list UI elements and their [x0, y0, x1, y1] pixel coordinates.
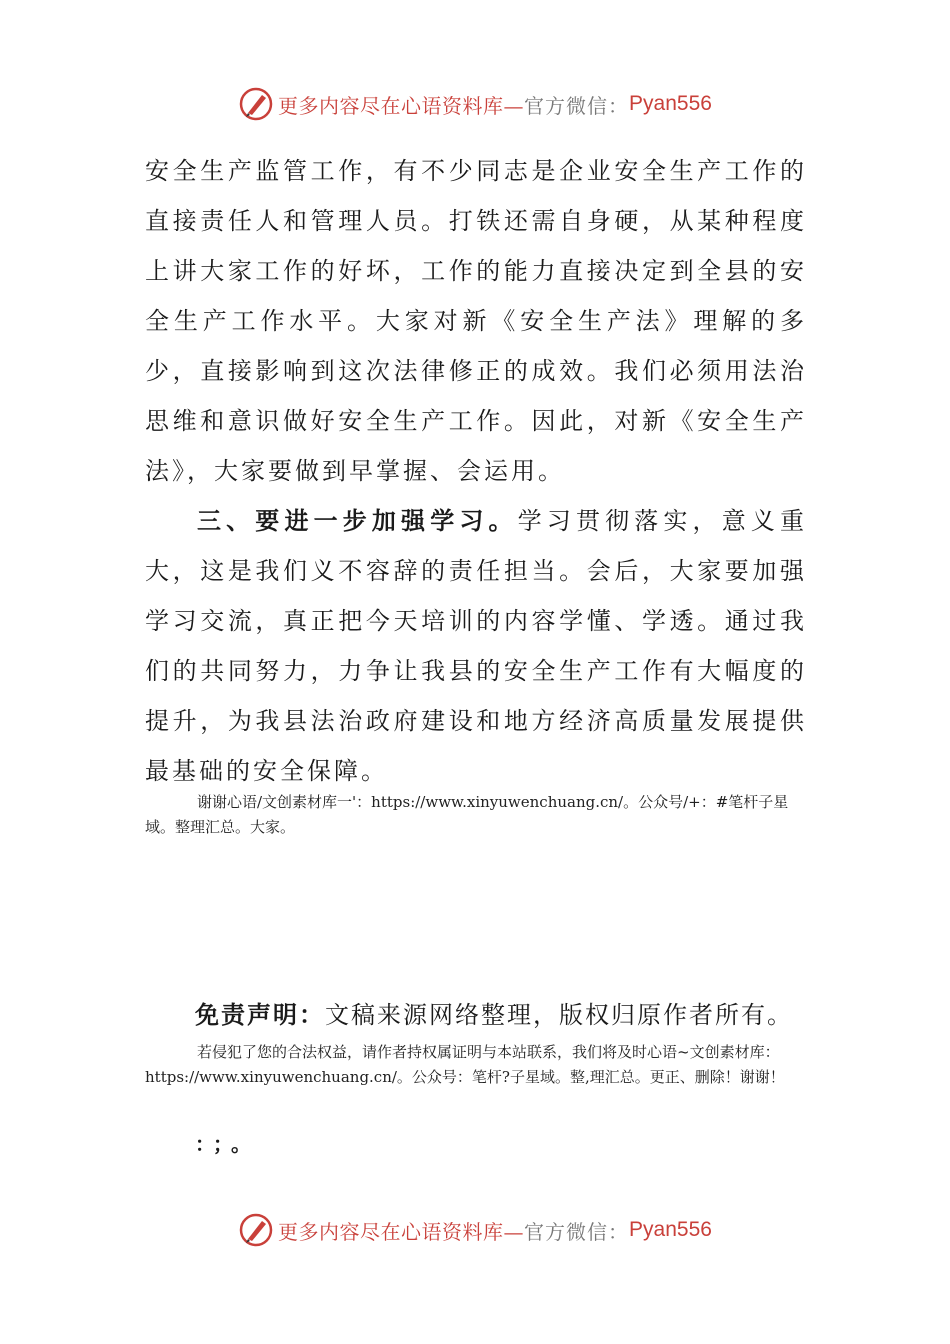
pen-logo-icon	[238, 1212, 274, 1248]
pen-logo-icon	[238, 86, 274, 122]
banner-wechat-id: Pyan556	[629, 92, 712, 115]
disclaimer-label: 免责声明：	[195, 1001, 325, 1029]
banner-text: 更多内容尽在心语资料库—	[278, 93, 525, 118]
banner-wechat-id: Pyan556	[629, 1218, 712, 1241]
banner-wechat-label: 官方微信：	[524, 1219, 630, 1244]
disclaimer	[195, 995, 793, 1035]
banner-text: 更多内容尽在心语资料库—	[278, 1219, 525, 1244]
disclaimer-note: 若侵犯了您的合法权益，请作者持权属证明与本站联系，我们将及时心语~文创素材库：https://www.xinyuwenchuang.cn/。公众号：笔杆?子星域。整,理汇总。更正、删除！谢谢！	[145, 1043, 785, 1086]
trailing-marks: ：；。	[195, 1132, 259, 1156]
footer-banner	[0, 1210, 950, 1250]
paragraph-2-text: 学习贯彻落实，意义重大，这是我们义不容辞的责任担当。会后，大家要加强学习交流，真正把今天培训的内容学懂、学透。通过我们的共同努力，力争让我县的安全生产工作有大幅度的提升，为我县法治政府建设和地方经济高质量发展提供最基础的安全保障。	[145, 507, 808, 785]
paragraph-1: 安全生产监管工作，有不少同志是企业安全生产工作的直接责任人和管理人员。打铁还需自身硬，从某种程度上讲大家工作的好坏，工作的能力直接决定到全县的安全生产工作水平。大家对新《安全生产法》理解的多少，直接影响到这次法律修正的成效。我们必须用法治思维和意识做好安全生产工作。因此，对新《安全生产法》，大家要做到早掌握、会运用。	[145, 157, 807, 485]
banner-wechat-label: 官方微信：	[524, 93, 630, 118]
thanks-note: 谢谢心语/文创素材库一'：https://www.xinyuwenchuang.cn/。公众号/+：#笔杆子星域。整理汇总。大家。	[145, 793, 789, 836]
section-heading: 三、要进一步加强学习。	[197, 507, 518, 535]
disclaimer-text: 文稿来源网络整理，版权归原作者所有。	[325, 1001, 793, 1029]
paragraph-2	[145, 496, 807, 796]
header-banner	[0, 84, 950, 124]
